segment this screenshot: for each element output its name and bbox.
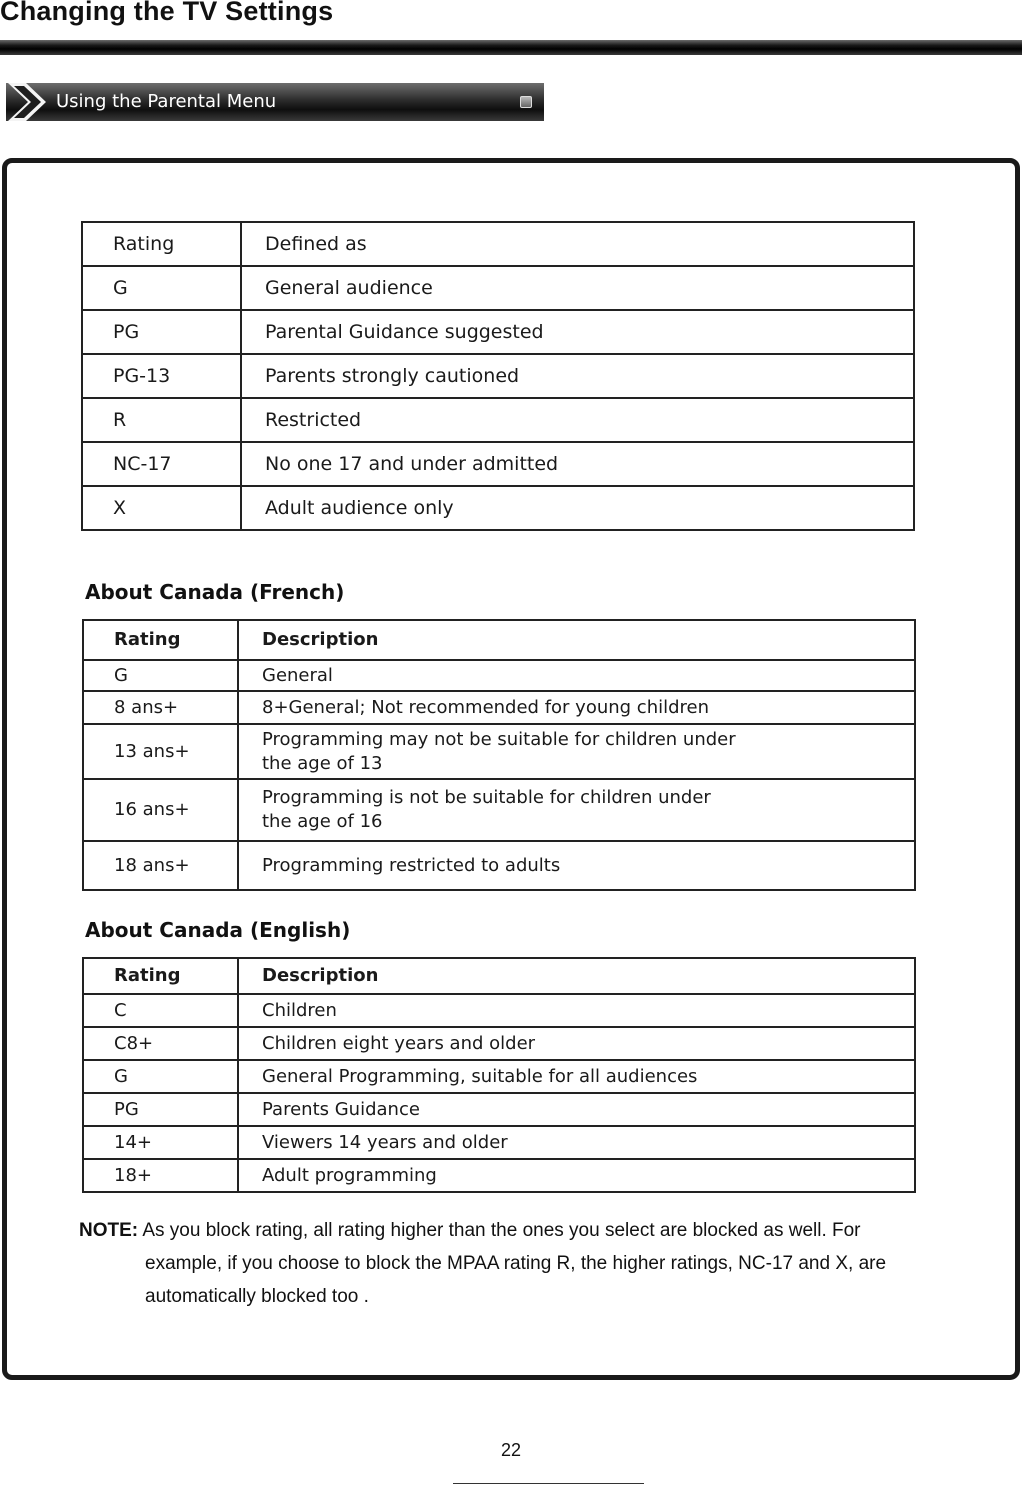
rating-cell: 13 ans+	[83, 724, 238, 779]
table-row	[83, 1093, 915, 1126]
description-cell: Children	[238, 994, 915, 1027]
description-cell: Viewers 14 years and older	[238, 1126, 915, 1159]
table-row	[83, 724, 915, 779]
rating-cell: 8 ans+	[83, 691, 238, 724]
note-line: example, if you choose to block the MPAA rating R, the higher ratings, NC-17 and X, are	[145, 1253, 887, 1274]
rating-cell: PG-13	[82, 354, 241, 398]
note-line: automatically blocked too .	[145, 1286, 369, 1307]
note-block	[79, 1214, 959, 1313]
definition-cell: Restricted	[241, 398, 914, 442]
mpaa-ratings-table	[81, 221, 915, 531]
rating-cell: PG	[82, 310, 241, 354]
rating-cell: PG	[83, 1093, 238, 1126]
definition-cell: Adult audience only	[241, 486, 914, 530]
description-cell	[238, 779, 915, 841]
square-bullet-icon	[520, 96, 532, 108]
table-row	[83, 1060, 915, 1093]
header-cell-rating: Rating	[83, 620, 238, 660]
table-header-row	[83, 958, 915, 994]
description-cell: Adult programming	[238, 1159, 915, 1192]
header-cell-description: Description	[238, 620, 915, 660]
description-cell: Programming restricted to adults	[238, 841, 915, 890]
description-line: the age of 13	[262, 752, 383, 774]
header-cell-description: Description	[238, 958, 915, 994]
canada-english-heading: About Canada (English)	[85, 918, 351, 942]
rating-cell: X	[82, 486, 241, 530]
note-text: As you block rating, all rating higher than the ones you select are blocked as well. For	[142, 1220, 861, 1241]
table-row	[83, 841, 915, 890]
table-row	[83, 1027, 915, 1060]
header-cell-rating: Rating	[82, 222, 241, 266]
table-row	[82, 398, 914, 442]
description-cell: Parents Guidance	[238, 1093, 915, 1126]
table-row	[82, 266, 914, 310]
description-line: Programming may not be suitable for children under	[262, 728, 736, 750]
rating-cell: G	[83, 1060, 238, 1093]
table-row	[83, 1126, 915, 1159]
definition-cell: General audience	[241, 266, 914, 310]
table-row	[82, 486, 914, 530]
section-title: Using the Parental Menu	[56, 91, 277, 112]
description-cell: 8+General; Not recommended for young children	[238, 691, 915, 724]
rating-cell: 14+	[83, 1126, 238, 1159]
description-line: Programming is not be suitable for children under	[262, 787, 711, 808]
rating-cell: G	[82, 266, 241, 310]
rating-cell: 16 ans+	[83, 779, 238, 841]
header-cell-rating: Rating	[83, 958, 238, 994]
table-row	[83, 660, 915, 691]
title-rule	[0, 40, 1022, 55]
rating-cell: C8+	[83, 1027, 238, 1060]
definition-cell: Parents strongly cautioned	[241, 354, 914, 398]
table-row	[82, 310, 914, 354]
description-cell	[238, 724, 915, 779]
description-cell: General Programming, suitable for all audiences	[238, 1060, 915, 1093]
rating-cell: NC-17	[82, 442, 241, 486]
chevron-right-icon	[6, 83, 52, 121]
description-line: the age of 16	[262, 811, 383, 832]
section-banner	[6, 83, 544, 121]
definition-cell: Parental Guidance suggested	[241, 310, 914, 354]
description-cell: General	[238, 660, 915, 691]
table-row	[82, 442, 914, 486]
canada-english-table	[82, 957, 916, 1193]
header-cell-defined-as: Defined as	[241, 222, 914, 266]
definition-cell: No one 17 and under admitted	[241, 442, 914, 486]
canada-french-table	[82, 619, 916, 891]
table-row	[83, 1159, 915, 1192]
rating-cell: C	[83, 994, 238, 1027]
table-row	[83, 691, 915, 724]
note-label: NOTE:	[79, 1220, 139, 1241]
rating-cell: 18+	[83, 1159, 238, 1192]
table-header-row	[83, 620, 915, 660]
table-row	[82, 354, 914, 398]
table-row	[83, 994, 915, 1027]
footer-rule	[453, 1483, 644, 1484]
page-title: Changing the TV Settings	[0, 0, 334, 26]
canada-french-heading: About Canada (French)	[85, 580, 345, 604]
rating-cell: R	[82, 398, 241, 442]
note-line	[79, 1214, 959, 1247]
table-row	[83, 779, 915, 841]
rating-cell: 18 ans+	[83, 841, 238, 890]
page-number: 22	[500, 1440, 522, 1460]
rating-cell: G	[83, 660, 238, 691]
table-header-row	[82, 222, 914, 266]
description-cell: Children eight years and older	[238, 1027, 915, 1060]
